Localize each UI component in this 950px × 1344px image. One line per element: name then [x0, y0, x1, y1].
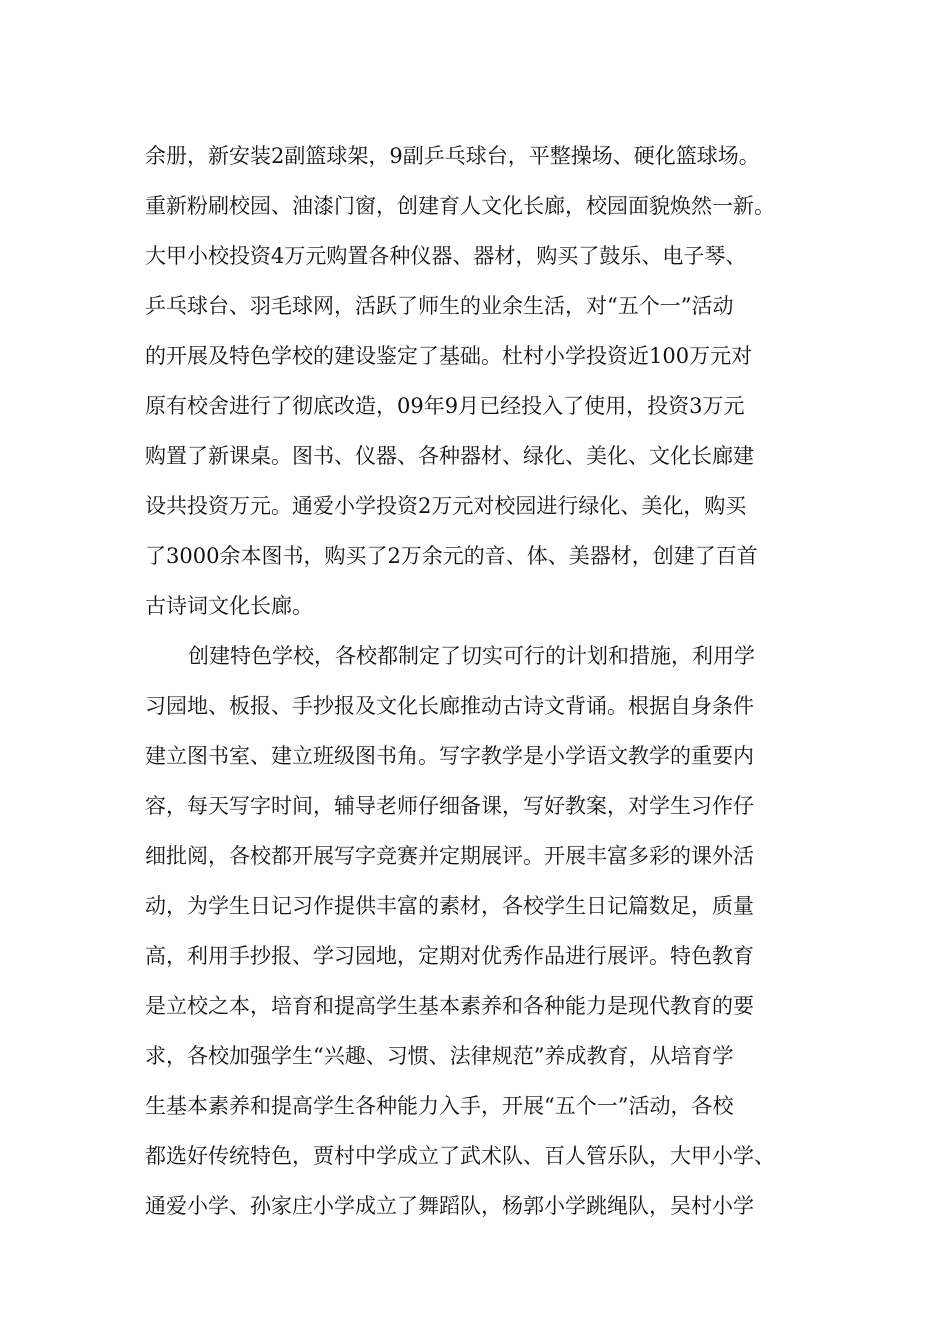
text-line: 购置了新课桌。图书、仪器、各种器材、绿化、美化、文化长廊建: [145, 444, 754, 468]
text-line: 是立校之本，培育和提高学生基本素养和各种能力是现代教育的要: [145, 994, 754, 1018]
text-line: 细批阅，各校都开展写字竞赛并定期展评。开展丰富多彩的课外活: [145, 844, 754, 868]
text-line: 动，为学生日记习作提供丰富的素材，各校学生日记篇数足，质量: [145, 894, 754, 918]
text-line: 设共投资万元。通爱小学投资2万元对校园进行绿化、美化，购买: [145, 494, 747, 518]
text-line: 建立图书室、建立班级图书角。写字教学是小学语文教学的重要内: [145, 744, 754, 768]
text-line: 重新粉刷校园、油漆门窗，创建育人文化长廊，校园面貌焕然一新。: [145, 194, 775, 218]
text-line: 习园地、板报、手抄报及文化长廊推动古诗文背诵。根据自身条件: [145, 694, 754, 718]
text-line: 都选好传统特色，贾村中学成立了武术队、百人管乐队，大甲小学、: [145, 1144, 775, 1168]
text-line: 古诗词文化长廊。: [145, 594, 313, 618]
text-line: 大甲小校投资4万元购置各种仪器、器材，购买了鼓乐、电子琴、: [145, 244, 747, 268]
text-line: 了3000余本图书，购买了2万余元的音、体、美器材，创建了百首: [145, 544, 758, 568]
text-line: 通爱小学、孙家庄小学成立了舞蹈队，杨郭小学跳绳队，吴村小学: [145, 1194, 754, 1218]
paragraph-2: [145, 631, 825, 1231]
text-line: 创建特色学校，各校都制定了切实可行的计划和措施，利用学: [188, 644, 755, 668]
text-line: 余册，新安装2副篮球架，9副乒乓球台，平整操场、硬化篮球场。: [145, 144, 760, 168]
text-line: 的开展及特色学校的建设鉴定了基础。杜村小学投资近100万元对: [145, 344, 753, 368]
text-line: 容，每天写字时间，辅导老师仔细备课，写好教案，对学生习作仔: [145, 794, 754, 818]
text-line: 高，利用手抄报、学习园地，定期对优秀作品进行展评。特色教育: [145, 944, 754, 968]
text-line: 生基本素养和提高学生各种能力入手，开展“五个一”活动，各校: [145, 1094, 734, 1118]
text-line: 求，各校加强学生“兴趣、习惯、法律规范”养成教育，从培育学: [145, 1044, 734, 1068]
paragraph-1: [145, 131, 825, 631]
text-line: 原有校舍进行了彻底改造，09年9月已经投入了使用，投资3万元: [145, 394, 745, 418]
text-line: 乒乓球台、羽毛球网，活跃了师生的业余生活，对“五个一”活动: [145, 294, 734, 318]
